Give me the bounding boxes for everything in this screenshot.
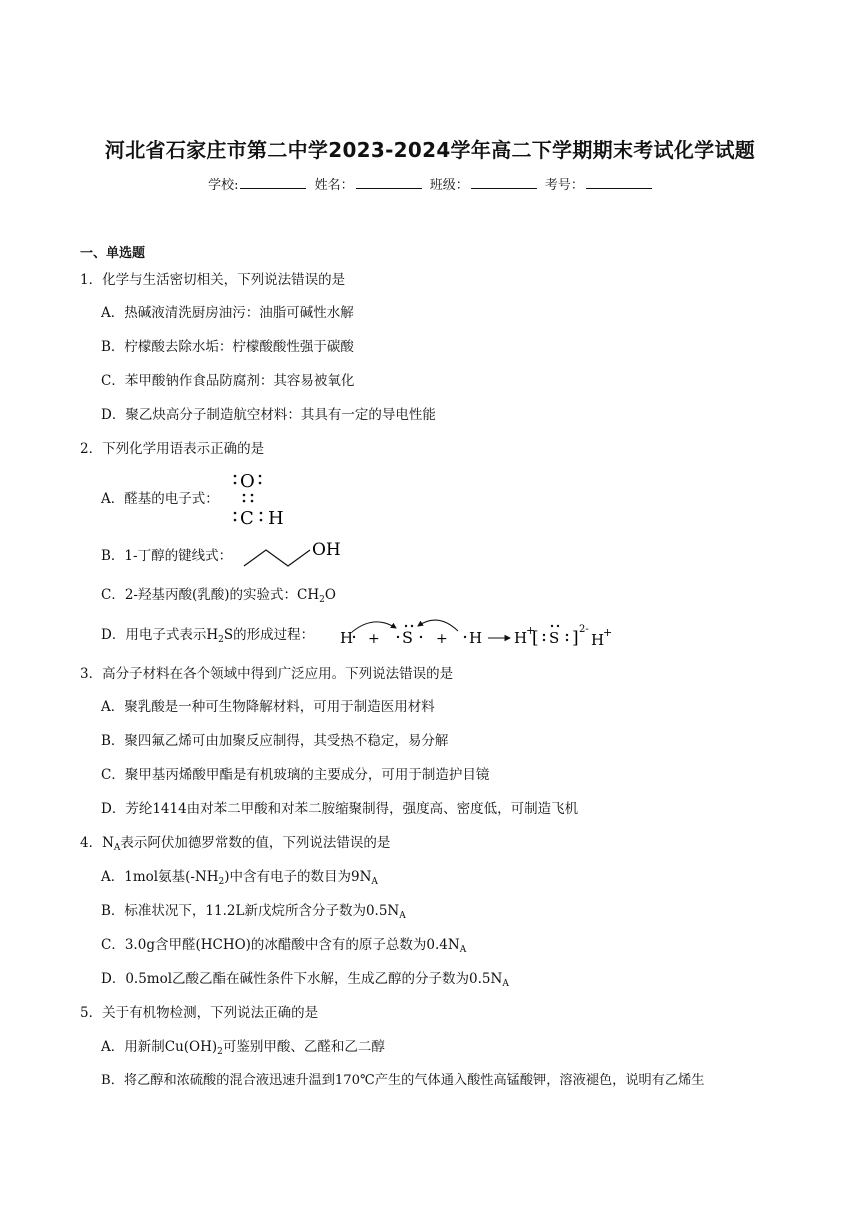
- subscript: 2: [217, 1047, 223, 1057]
- carbon-atom: C: [240, 508, 254, 529]
- option-letter: B．: [101, 548, 125, 564]
- name-label: 姓名：: [314, 178, 354, 193]
- aldehyde-electron-dot-figure: [226, 468, 296, 530]
- option-text: 0.5mol乙酸乙酯在碱性条件下水解，生成乙醇的分子数为0.5N: [125, 971, 503, 987]
- question-3-option-d[interactable]: [101, 800, 578, 818]
- left-h-atom: H: [340, 629, 354, 647]
- question-text: N: [102, 835, 114, 851]
- product-s: S: [549, 629, 560, 647]
- question-4-option-d[interactable]: [101, 970, 509, 988]
- option-text: 柠檬酸去除水垢：柠檬酸酸性强于碳酸: [124, 339, 354, 355]
- hydrogen-atom: H: [268, 508, 284, 529]
- question-5-stem: [80, 1004, 318, 1022]
- name-blank[interactable]: [356, 176, 422, 189]
- product-h: H: [514, 629, 528, 647]
- option-letter: A．: [101, 699, 125, 715]
- center-s-atom: S: [402, 628, 413, 647]
- student-info-line: [0, 174, 860, 193]
- subscript: A: [459, 945, 467, 955]
- option-text: 聚乙炔高分子制造航空材料：其具有一定的导电性能: [125, 407, 436, 423]
- option-text-tail: )中含有电子的数目为9N: [224, 869, 372, 885]
- svg-text:[: [: [532, 628, 539, 648]
- exam-number-label: 考号：: [544, 178, 584, 193]
- svg-text:+: +: [603, 626, 613, 639]
- section-heading: 一、单选题: [80, 246, 146, 261]
- hydroxyl-label: OH: [312, 540, 341, 560]
- option-letter: A．: [101, 305, 125, 321]
- question-1-option-a[interactable]: [101, 304, 354, 322]
- question-1-option-c[interactable]: [101, 372, 354, 390]
- subscript: A: [113, 843, 121, 853]
- option-letter: D．: [101, 627, 126, 643]
- question-number: 4．: [80, 835, 103, 851]
- question-2-option-b[interactable]: [101, 547, 232, 565]
- question-2-option-a[interactable]: [101, 490, 219, 508]
- subscript: 2: [218, 877, 225, 887]
- option-text: 2-羟基丙酸(乳酸)的实验式：CH: [124, 587, 320, 603]
- option-text: 用电子式表示H: [125, 627, 219, 643]
- right-arrow-curve: [418, 620, 458, 631]
- option-letter: D．: [101, 971, 126, 987]
- question-2-option-d[interactable]: [101, 626, 314, 644]
- option-text: 聚四氟乙烯可由加聚反应制得，其受热不稳定，易分解: [124, 733, 449, 749]
- question-5-option-a[interactable]: [101, 1038, 385, 1056]
- question-number: 5．: [80, 1005, 103, 1021]
- question-1-stem: [80, 271, 345, 289]
- school-blank[interactable]: [240, 176, 306, 189]
- question-4-option-a[interactable]: [101, 868, 378, 886]
- option-letter: D．: [101, 801, 126, 817]
- question-2-stem: [80, 440, 264, 458]
- charge-label: 2-: [579, 624, 589, 635]
- option-text: 芳纶1414由对苯二甲酸和对苯二胺缩聚制得，强度高、密度低，可制造飞机: [125, 801, 579, 817]
- option-text: 标准状况下，11.2L新戊烷所含分子数为0.5N: [124, 903, 400, 919]
- option-text-tail: S的形成过程：: [223, 627, 315, 643]
- option-letter: C．: [101, 373, 125, 389]
- question-4-stem: [80, 834, 390, 852]
- plus-sign: +: [436, 631, 448, 647]
- option-text-tail: 可鉴别甲酸、乙醛和乙二醇: [222, 1039, 385, 1055]
- question-5-option-b[interactable]: [101, 1072, 705, 1090]
- question-3-option-a[interactable]: [101, 698, 435, 716]
- option-letter: C．: [101, 587, 125, 603]
- svg-text:+: +: [526, 624, 536, 637]
- option-text-tail: O: [324, 587, 336, 603]
- option-text: 用新制Cu(OH): [124, 1039, 218, 1055]
- option-letter: C．: [101, 937, 125, 953]
- plus-sign: +: [368, 631, 380, 647]
- subscript: 2: [319, 595, 325, 605]
- question-text: 下列化学用语表示正确的是: [102, 441, 265, 457]
- svg-text:]: ]: [572, 628, 579, 648]
- option-text: 聚乳酸是一种可生物降解材料，可用于制造医用材料: [124, 699, 435, 715]
- question-number: 1．: [80, 272, 103, 288]
- question-text: 高分子材料在各个领域中得到广泛应用。下列说法错误的是: [102, 666, 454, 682]
- subscript: A: [399, 911, 406, 921]
- question-1-option-d[interactable]: [101, 406, 436, 424]
- option-text: 热碱液清洗厨房油污：油脂可碱性水解: [124, 305, 354, 321]
- option-letter: D．: [101, 407, 126, 423]
- option-text: 醛基的电子式：: [124, 491, 219, 507]
- question-3-option-b[interactable]: [101, 732, 448, 750]
- question-4-option-b[interactable]: [101, 902, 406, 920]
- option-letter: A．: [101, 491, 125, 507]
- exam-title: 河北省石家庄市第二中学2023-2024学年高二下学期期末考试化学试题: [104, 138, 756, 162]
- option-text: 1-丁醇的键线式：: [124, 548, 233, 564]
- oxygen-atom: O: [240, 471, 255, 492]
- option-text: 苯甲酸钠作食品防腐剂：其容易被氧化: [124, 373, 355, 389]
- question-1-option-b[interactable]: [101, 338, 354, 356]
- option-text: 1mol氨基(-NH: [124, 869, 219, 885]
- right-h-atom: H: [469, 629, 483, 647]
- question-number: 2．: [80, 441, 103, 457]
- option-letter: B．: [101, 733, 125, 749]
- option-text: 3.0g含甲醛(HCHO)的冰醋酸中含有的原子总数为0.4N: [124, 937, 460, 953]
- question-3-option-c[interactable]: [101, 766, 489, 784]
- question-number: 3．: [80, 666, 103, 682]
- question-3-stem: [80, 665, 453, 683]
- butanol-skeletal-formula: [242, 536, 346, 570]
- subscript: A: [371, 877, 378, 887]
- option-letter: B．: [101, 1073, 124, 1088]
- option-letter: C．: [101, 767, 125, 783]
- option-letter: A．: [101, 1039, 125, 1055]
- question-text: 关于有机物检测，下列说法正确的是: [102, 1005, 319, 1021]
- carbon-chain: [244, 550, 310, 566]
- option-text: 聚甲基丙烯酸甲酯是有机玻璃的主要成分，可用于制造护目镜: [124, 767, 490, 783]
- h2s-formation-figure: [338, 610, 628, 650]
- class-label: 班级：: [429, 178, 469, 193]
- school-label: 学校:: [208, 178, 239, 193]
- subscript: A: [502, 979, 509, 989]
- question-text-tail: 表示阿伏加德罗常数的值，下列说法错误的是: [120, 835, 391, 851]
- question-4-option-c[interactable]: [101, 936, 466, 954]
- subscript: 2: [218, 635, 224, 645]
- exam-number-blank[interactable]: [586, 176, 652, 189]
- question-2-option-c[interactable]: [101, 586, 336, 604]
- product-h-2: H: [591, 631, 605, 649]
- option-letter: B．: [101, 903, 125, 919]
- option-text: 将乙醇和浓硫酸的混合液迅速升温到170℃产生的气体通入酸性高锰酸钾，溶液褪色，说明有乙烯生: [123, 1073, 705, 1088]
- option-letter: B．: [101, 339, 125, 355]
- option-letter: A．: [101, 869, 125, 885]
- question-text: 化学与生活密切相关，下列说法错误的是: [102, 272, 346, 288]
- class-blank[interactable]: [471, 176, 537, 189]
